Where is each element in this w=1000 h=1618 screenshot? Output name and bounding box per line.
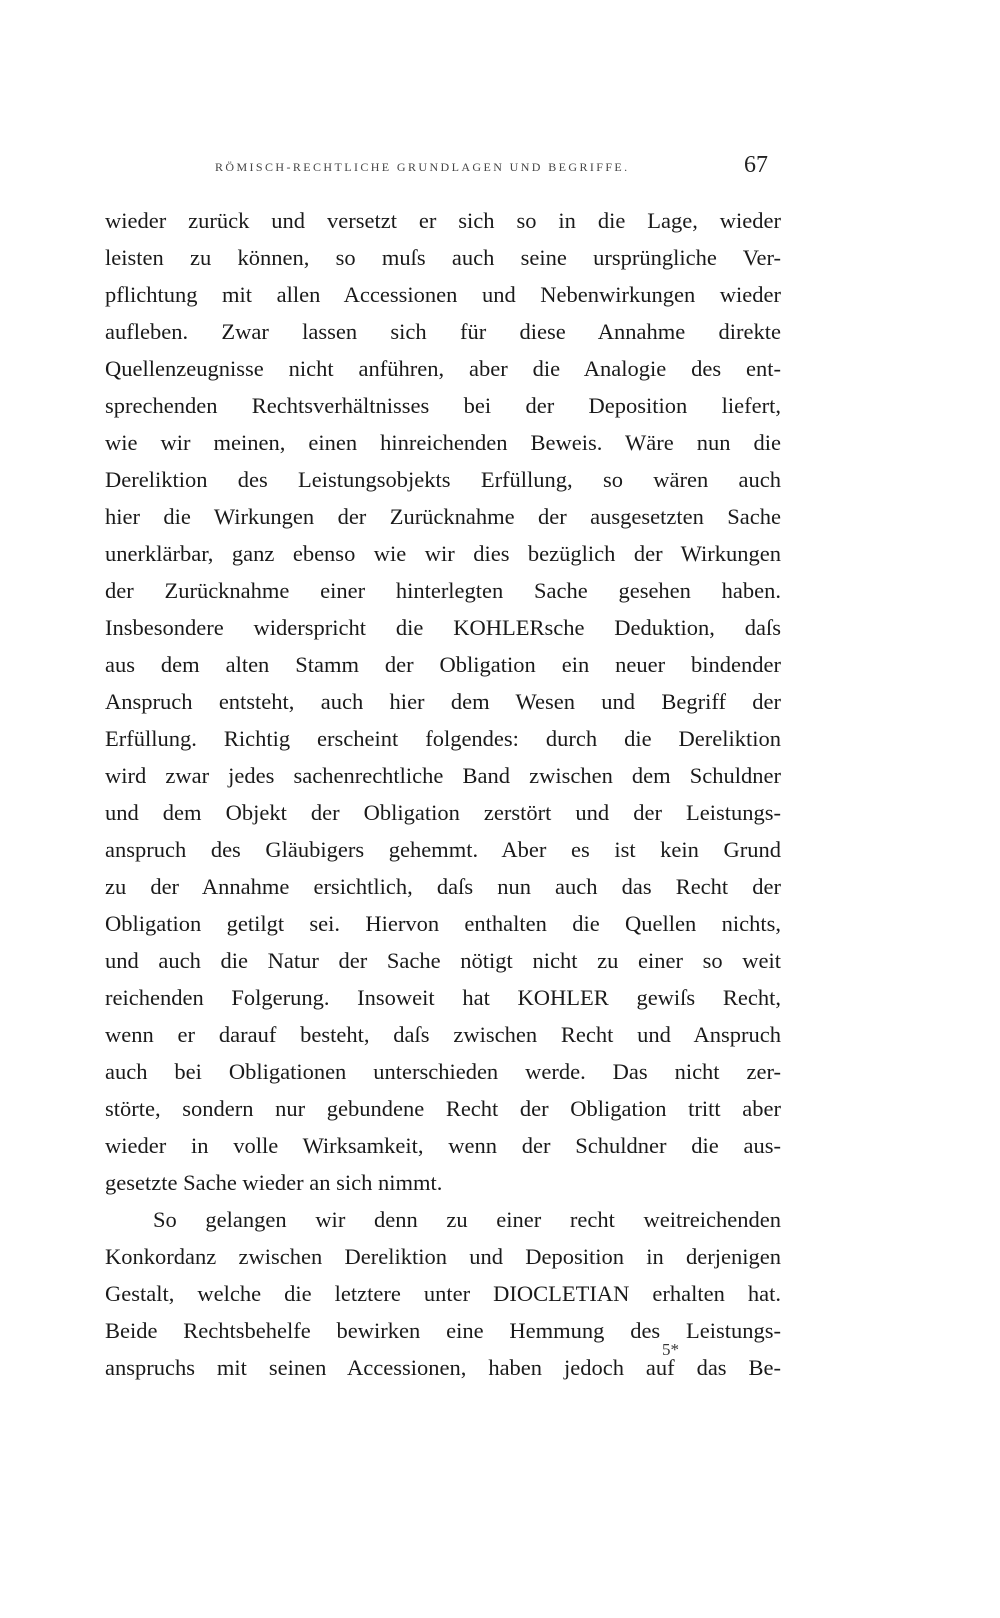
text-line: wenn er darauf besteht, daſs zwischen Recht und Anspruch (105, 1022, 781, 1047)
text-line: sprechenden Rechtsverhältnisses bei der Deposition liefert, (105, 393, 781, 418)
signature-mark: 5* (662, 1340, 679, 1359)
text-line: der Zurücknahme einer hinterlegten Sache gesehen haben. (105, 578, 781, 603)
text-line: Konkordanz zwischen Dereliktion und Deposition in derjenigen (105, 1244, 781, 1269)
text-line: wieder in volle Wirksamkeit, wenn der Schuldner die aus- (105, 1133, 781, 1158)
text-line: hier die Wirkungen der Zurücknahme der ausgesetzten Sache (105, 504, 781, 529)
paragraph-end-line: gesetzte Sache wieder an sich nimmt. (105, 1170, 443, 1195)
text-line: zu der Annahme ersichtlich, daſs nun auch das Recht der (105, 874, 781, 899)
text-line: wieder zurück und versetzt er sich so in die Lage, wieder (105, 208, 781, 233)
text-line: anspruchs mit seinen Accessionen, haben jedoch auf das Be- (105, 1355, 781, 1380)
text-line: auch bei Obligationen unterschieden werde. Das nicht zer- (105, 1059, 781, 1084)
text-line: und dem Objekt der Obligation zerstört und der Leistungs- (105, 800, 781, 825)
text-line: Gestalt, welche die letztere unter DIOCLETIAN erhalten hat. (105, 1281, 781, 1306)
text-line: Dereliktion des Leistungsobjekts Erfüllung, so wären auch (105, 467, 781, 492)
text-line: anspruch des Gläubigers gehemmt. Aber es ist kein Grund (105, 837, 781, 862)
text-line: störte, sondern nur gebundene Recht der Obligation tritt aber (105, 1096, 781, 1121)
text-line: reichenden Folgerung. Insoweit hat KOHLER gewiſs Recht, (105, 985, 781, 1010)
text-line: wird zwar jedes sachenrechtliche Band zwischen dem Schuldner (105, 763, 781, 788)
running-head: RÖMISCH-RECHTLICHE GRUNDLAGEN UND BEGRIFFE. (215, 160, 630, 174)
text-line: pflichtung mit allen Accessionen und Nebenwirkungen wieder (105, 282, 781, 307)
text-line: aus dem alten Stamm der Obligation ein neuer bindender (105, 652, 781, 677)
text-line: aufleben. Zwar lassen sich für diese Annahme direkte (105, 319, 781, 344)
page-number: 67 (744, 152, 768, 178)
text-line: Beide Rechtsbehelfe bewirken eine Hemmung des Leistungs- (105, 1318, 781, 1343)
text-line: leisten zu können, so muſs auch seine ursprüngliche Ver- (105, 245, 781, 270)
text-line: wie wir meinen, einen hinreichenden Beweis. Wäre nun die (105, 430, 781, 455)
text-line: und auch die Natur der Sache nötigt nicht zu einer so weit (105, 948, 781, 973)
text-line: Insbesondere widerspricht die KOHLERsche Deduktion, daſs (105, 615, 781, 640)
text-line: Obligation getilgt sei. Hiervon enthalten die Quellen nichts, (105, 911, 781, 936)
text-line: Anspruch entsteht, auch hier dem Wesen und Begriff der (105, 689, 781, 714)
text-line: unerklärbar, ganz ebenso wie wir dies bezüglich der Wirkungen (105, 541, 781, 566)
body-text (105, 202, 781, 1386)
paragraph-start-line: So gelangen wir denn zu einer recht weitreichenden (153, 1207, 781, 1232)
text-line: Erfüllung. Richtig erscheint folgendes: durch die Dereliktion (105, 726, 781, 751)
text-line: Quellenzeugnisse nicht anführen, aber die Analogie des ent- (105, 356, 781, 381)
